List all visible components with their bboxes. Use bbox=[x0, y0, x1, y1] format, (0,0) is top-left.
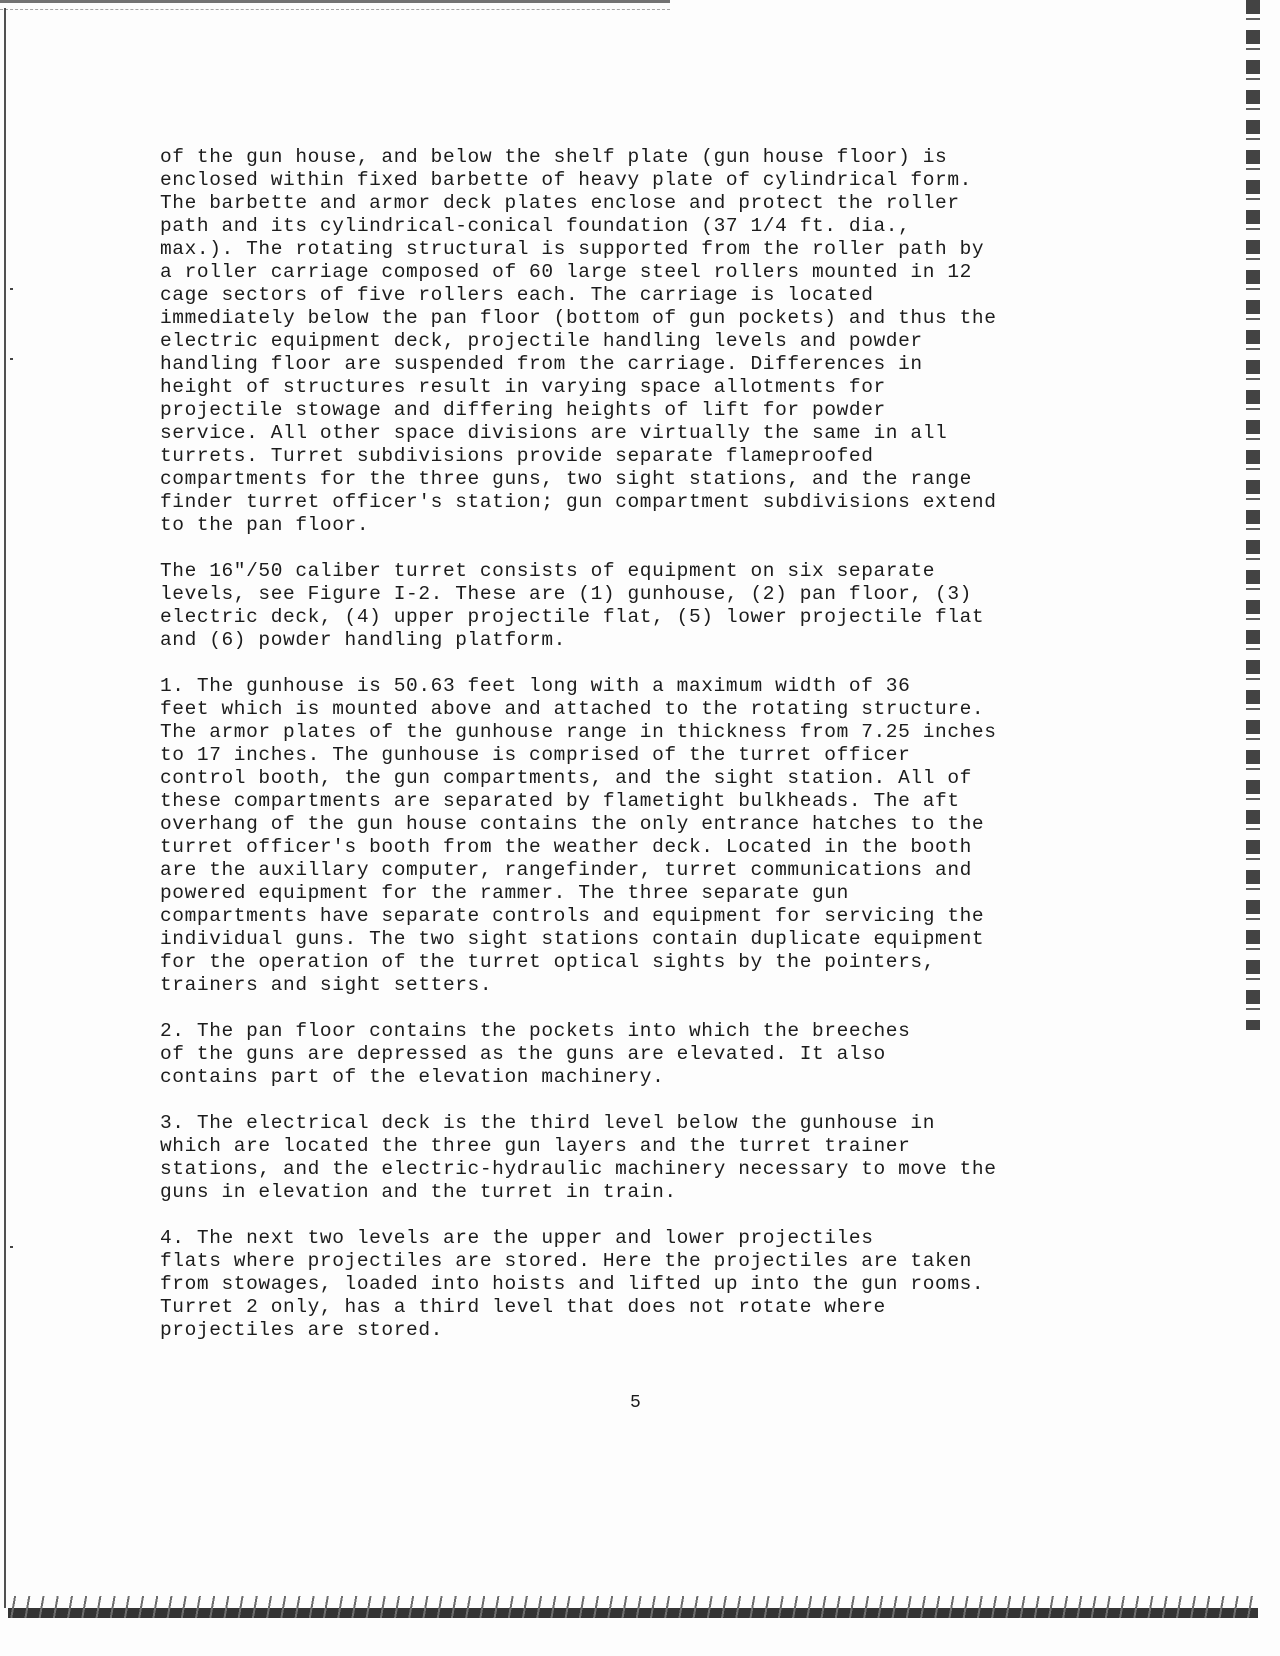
paragraph-turret-levels: The 16"/50 caliber turret consists of equipment on six separate levels, see Figure I-2. These are (1) gunhouse, (2) pan floor, (3) electric deck, (4) upper projectile flat, (5) lower projectile flat and (6) powder handling platform. bbox=[160, 560, 985, 651]
scan-edge-right bbox=[1246, 0, 1260, 1030]
scan-edge-left bbox=[4, 8, 6, 1608]
paragraph-item-2-pan-floor: 2. The pan floor contains the pockets into which the breeches of the guns are depressed as the guns are elevated. It also contains part of the elevation machinery. bbox=[160, 1020, 911, 1088]
scan-edge-top bbox=[0, 0, 670, 10]
scan-edge-bottom bbox=[8, 1596, 1258, 1618]
page-number: 5 bbox=[630, 1393, 641, 1413]
paragraph-item-4-projectile-flats: 4. The next two levels are the upper and lower projectiles flats where projectiles are stored. Here the projectiles are taken from stowages, loaded into hoists and lifted up into the gun rooms. Turret 2 only, has a third level that does not rotate where projectiles are stored. bbox=[160, 1227, 985, 1341]
paragraph-item-1-gunhouse: 1. The gunhouse is 50.63 feet long with a maximum width of 36 feet which is mounted above and attached to the rotating structure. The armor plates of the gunhouse range in thickness from 7.25 inches to 17 inches. The gunhouse is comprised of the turret officer control booth, the gun compartments, and the sight station. All of these compartments are separated by flametight bulkheads. The aft overhang of the gun house contains the only entrance hatches to the turret officer's booth from the weather deck. Located in the booth are the auxillary computer, rangefinder, turret communications and powered equipment for the rammer. The three separate gun compartments have separate controls and equipment for servicing the individual guns. The two sight stations contain duplicate equipment for the operation of the turret optical sights by the pointers, trainers and sight setters. bbox=[160, 675, 997, 996]
scan-speck bbox=[10, 358, 13, 360]
paragraph-item-3-electrical-deck: 3. The electrical deck is the third level below the gunhouse in which are located the three gun layers and the turret trainer stations, and the electric-hydraulic machinery necessary to move the guns in elevation and the turret in train. bbox=[160, 1112, 997, 1203]
scan-speck bbox=[10, 288, 13, 290]
body-text bbox=[160, 146, 1160, 1365]
scan-speck bbox=[10, 1246, 13, 1248]
paragraph-continuation: of the gun house, and below the shelf plate (gun house floor) is enclosed within fixed barbette of heavy plate of cylindrical form. The barbette and armor deck plates enclose and protect the roller path and its cylindrical-conical foundation (37 1/4 ft. dia., max.). The rotating structural is supported from the roller path by a roller carriage composed of 60 large steel rollers mounted in 12 cage sectors of five rollers each. The carriage is located immediately below the pan floor (bottom of gun pockets) and thus the electric equipment deck, projectile handling levels and powder handling floor are suspended from the carriage. Differences in height of structures result in varying space allotments for projectile stowage and differing heights of lift for powder service. All other space divisions are virtually the same in all turrets. Turret subdivisions provide separate flameproofed compartments for the three guns, two sight stations, and the range finder turret officer's station; gun compartment subdivisions extend to the pan floor. bbox=[160, 146, 997, 536]
